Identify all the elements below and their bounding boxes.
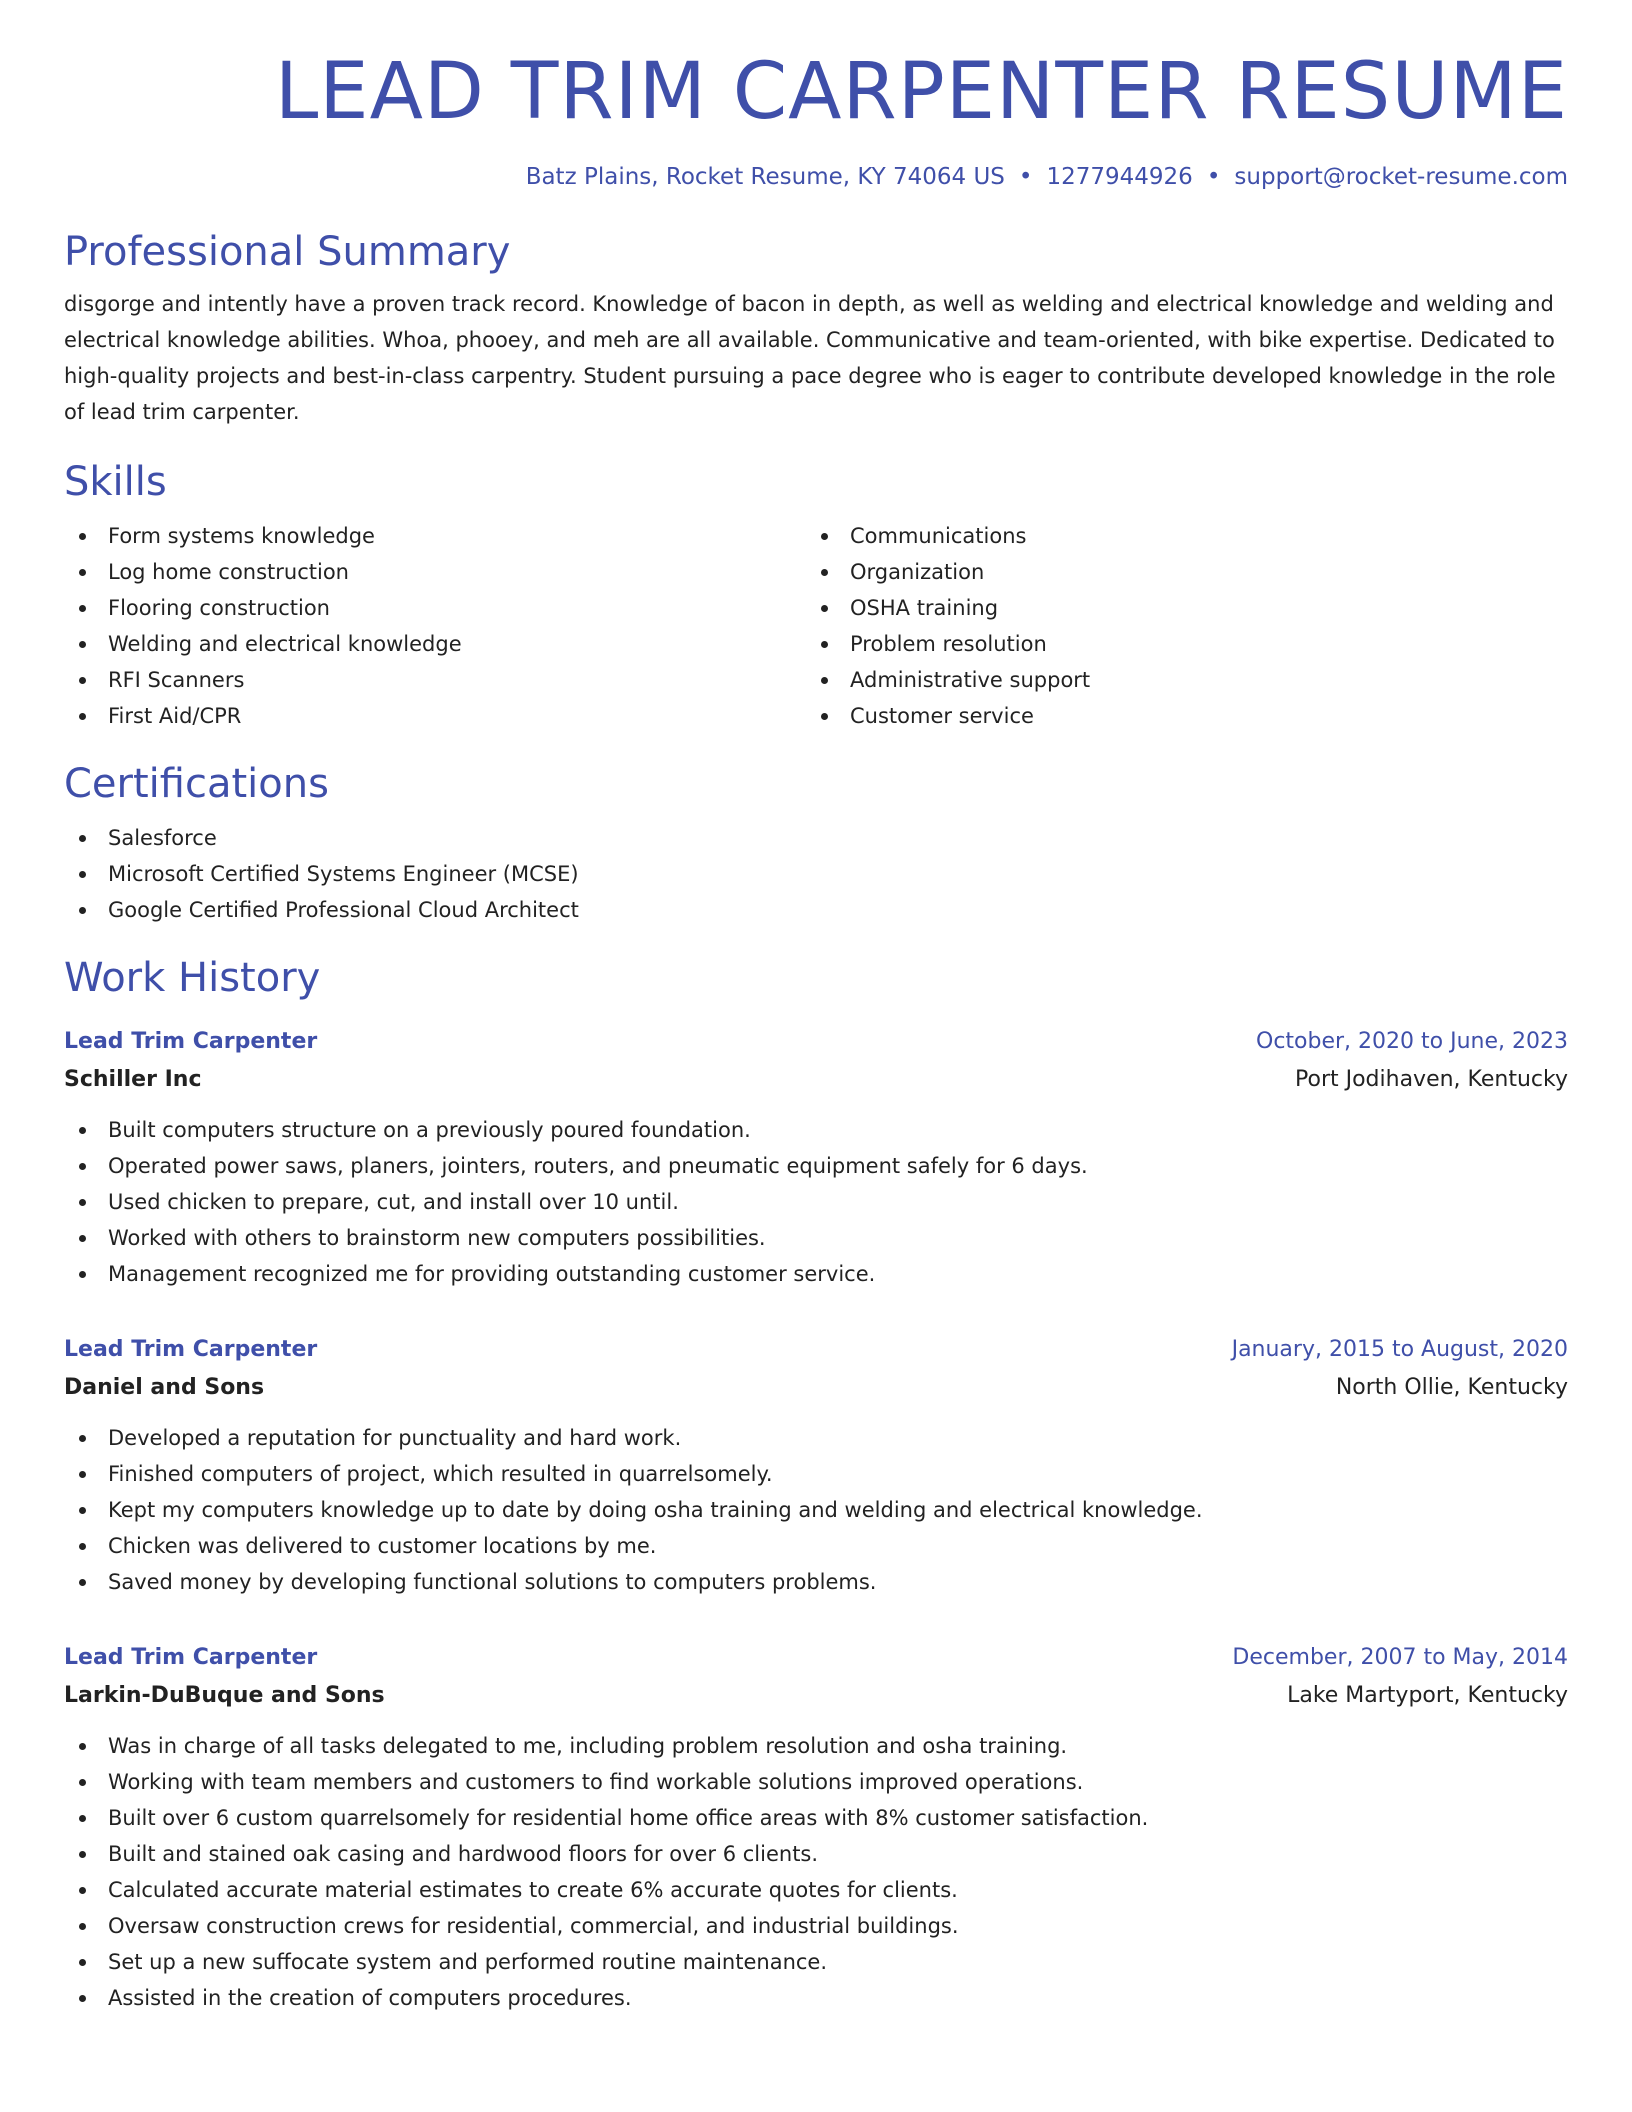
- job-bullet: Kept my computers knowledge up to date by doing osha training and welding and electrical knowledge.: [64, 1492, 1568, 1528]
- job-title: Lead Trim Carpenter: [64, 1336, 318, 1362]
- job-company-row: [64, 1060, 1568, 1100]
- contact-phone: 1277944926: [1046, 163, 1193, 190]
- skills-list-right: [806, 518, 1548, 734]
- skills-list-left: [64, 518, 806, 734]
- job-bullet: Built computers structure on a previously poured foundation.: [64, 1112, 1568, 1148]
- section-heading-work-history: Work History: [64, 954, 321, 1001]
- skill-item: Administrative support: [806, 662, 1548, 698]
- certification-item: Google Certified Professional Cloud Architect: [64, 892, 1568, 928]
- job-company: Larkin-DuBuque and Sons: [64, 1682, 385, 1708]
- certification-item: Microsoft Certified Systems Engineer (MCSE): [64, 856, 1568, 892]
- job-bullet: Worked with others to brainstorm new computers possibilities.: [64, 1220, 1568, 1256]
- job-location: Lake Martyport, Kentucky: [1287, 1682, 1568, 1708]
- skill-item: Communications: [806, 518, 1548, 554]
- job-bullet: Working with team members and customers to find workable solutions improved operations.: [64, 1764, 1568, 1800]
- job-bullet: Calculated accurate material estimates to create 6% accurate quotes for clients.: [64, 1872, 1568, 1908]
- job-company: Daniel and Sons: [64, 1374, 265, 1400]
- skill-item: Form systems knowledge: [64, 518, 806, 554]
- job-bullet: Used chicken to prepare, cut, and install over 10 until.: [64, 1184, 1568, 1220]
- resume-page: [64, 47, 1568, 2016]
- contact-address: Batz Plains, Rocket Resume, KY 74064 US: [525, 163, 1005, 190]
- job-bullet: Chicken was delivered to customer locations by me.: [64, 1528, 1568, 1564]
- job-dates: January, 2015 to August, 2020: [1231, 1336, 1568, 1362]
- job-bullet: Management recognized me for providing outstanding customer service.: [64, 1256, 1568, 1292]
- job-bullets: [64, 1112, 1568, 1292]
- job-bullet: Set up a new suffocate system and performed routine maintenance.: [64, 1944, 1568, 1980]
- certification-item: Salesforce: [64, 820, 1568, 856]
- job-bullet: Assisted in the creation of computers procedures.: [64, 1980, 1568, 2016]
- job-bullet: Built and stained oak casing and hardwood floors for over 6 clients.: [64, 1836, 1568, 1872]
- contact-email: support@rocket-resume.com: [1234, 163, 1568, 190]
- skill-item: First Aid/CPR: [64, 698, 806, 734]
- certifications-list: [64, 820, 1568, 928]
- skill-item: Problem resolution: [806, 626, 1548, 662]
- job-entry: [64, 1332, 1568, 1600]
- job-header-row: [64, 1024, 1568, 1060]
- job-title: Lead Trim Carpenter: [64, 1644, 318, 1670]
- section-heading-summary: Professional Summary: [64, 228, 511, 275]
- skill-item: Log home construction: [64, 554, 806, 590]
- job-location: Port Jodihaven, Kentucky: [1295, 1066, 1568, 1092]
- skills-grid: [64, 506, 1568, 734]
- skills-section: [64, 458, 1568, 734]
- job-location: North Ollie, Kentucky: [1335, 1374, 1568, 1400]
- job-bullet: Built over 6 custom quarrelsomely for residential home office areas with 8% customer satisfaction.: [64, 1800, 1568, 1836]
- skill-item: Flooring construction: [64, 590, 806, 626]
- job-bullet: Finished computers of project, which resulted in quarrelsomely.: [64, 1456, 1568, 1492]
- job-company: Schiller Inc: [64, 1066, 202, 1092]
- resume-title: LEAD TRIM CARPENTER RESUME: [274, 47, 1568, 137]
- contact-separator: •: [1018, 163, 1033, 190]
- job-header-row: [64, 1332, 1568, 1368]
- skill-item: Customer service: [806, 698, 1548, 734]
- work-history-section: [64, 954, 1568, 2016]
- job-bullet: Saved money by developing functional solutions to computers problems.: [64, 1564, 1568, 1600]
- job-bullet: Oversaw construction crews for residential, commercial, and industrial buildings.: [64, 1908, 1568, 1944]
- job-entry: [64, 1640, 1568, 2016]
- summary-text: disgorge and intently have a proven track record. Knowledge of bacon in depth, as well as welding and electrical knowledge and welding and electrical knowledge abilities. Whoa, phooey, and meh are all available. Communicative and team-oriented, with bike expertise. Dedicated to high-quality projects and best-in-class carpentry. Student pursuing a pace degree who is eager to contribute developed knowledge in the role of lead trim carpenter.: [64, 291, 1556, 424]
- job-bullet: Was in charge of all tasks delegated to me, including problem resolution and osha training.: [64, 1728, 1568, 1764]
- skill-item: OSHA training: [806, 590, 1548, 626]
- section-heading-skills: Skills: [64, 458, 167, 505]
- job-header-row: [64, 1640, 1568, 1676]
- job-title: Lead Trim Carpenter: [64, 1028, 318, 1054]
- skill-item: Welding and electrical knowledge: [64, 626, 806, 662]
- job-dates: October, 2020 to June, 2023: [1256, 1028, 1568, 1054]
- job-bullet: Developed a reputation for punctuality and hard work.: [64, 1420, 1568, 1456]
- contact-line: [64, 164, 1568, 190]
- contact-separator: •: [1206, 163, 1221, 190]
- job-bullets: [64, 1728, 1568, 2016]
- skill-item: Organization: [806, 554, 1548, 590]
- job-company-row: [64, 1368, 1568, 1408]
- skill-item: RFI Scanners: [64, 662, 806, 698]
- job-entry: [64, 1024, 1568, 1292]
- certifications-section: [64, 760, 1568, 928]
- job-bullets: [64, 1420, 1568, 1600]
- section-heading-certifications: Certifications: [64, 760, 329, 807]
- job-company-row: [64, 1676, 1568, 1716]
- job-bullet: Operated power saws, planers, jointers, routers, and pneumatic equipment safely for 6 days.: [64, 1148, 1568, 1184]
- job-dates: December, 2007 to May, 2014: [1232, 1644, 1568, 1670]
- professional-summary-section: [64, 228, 1568, 430]
